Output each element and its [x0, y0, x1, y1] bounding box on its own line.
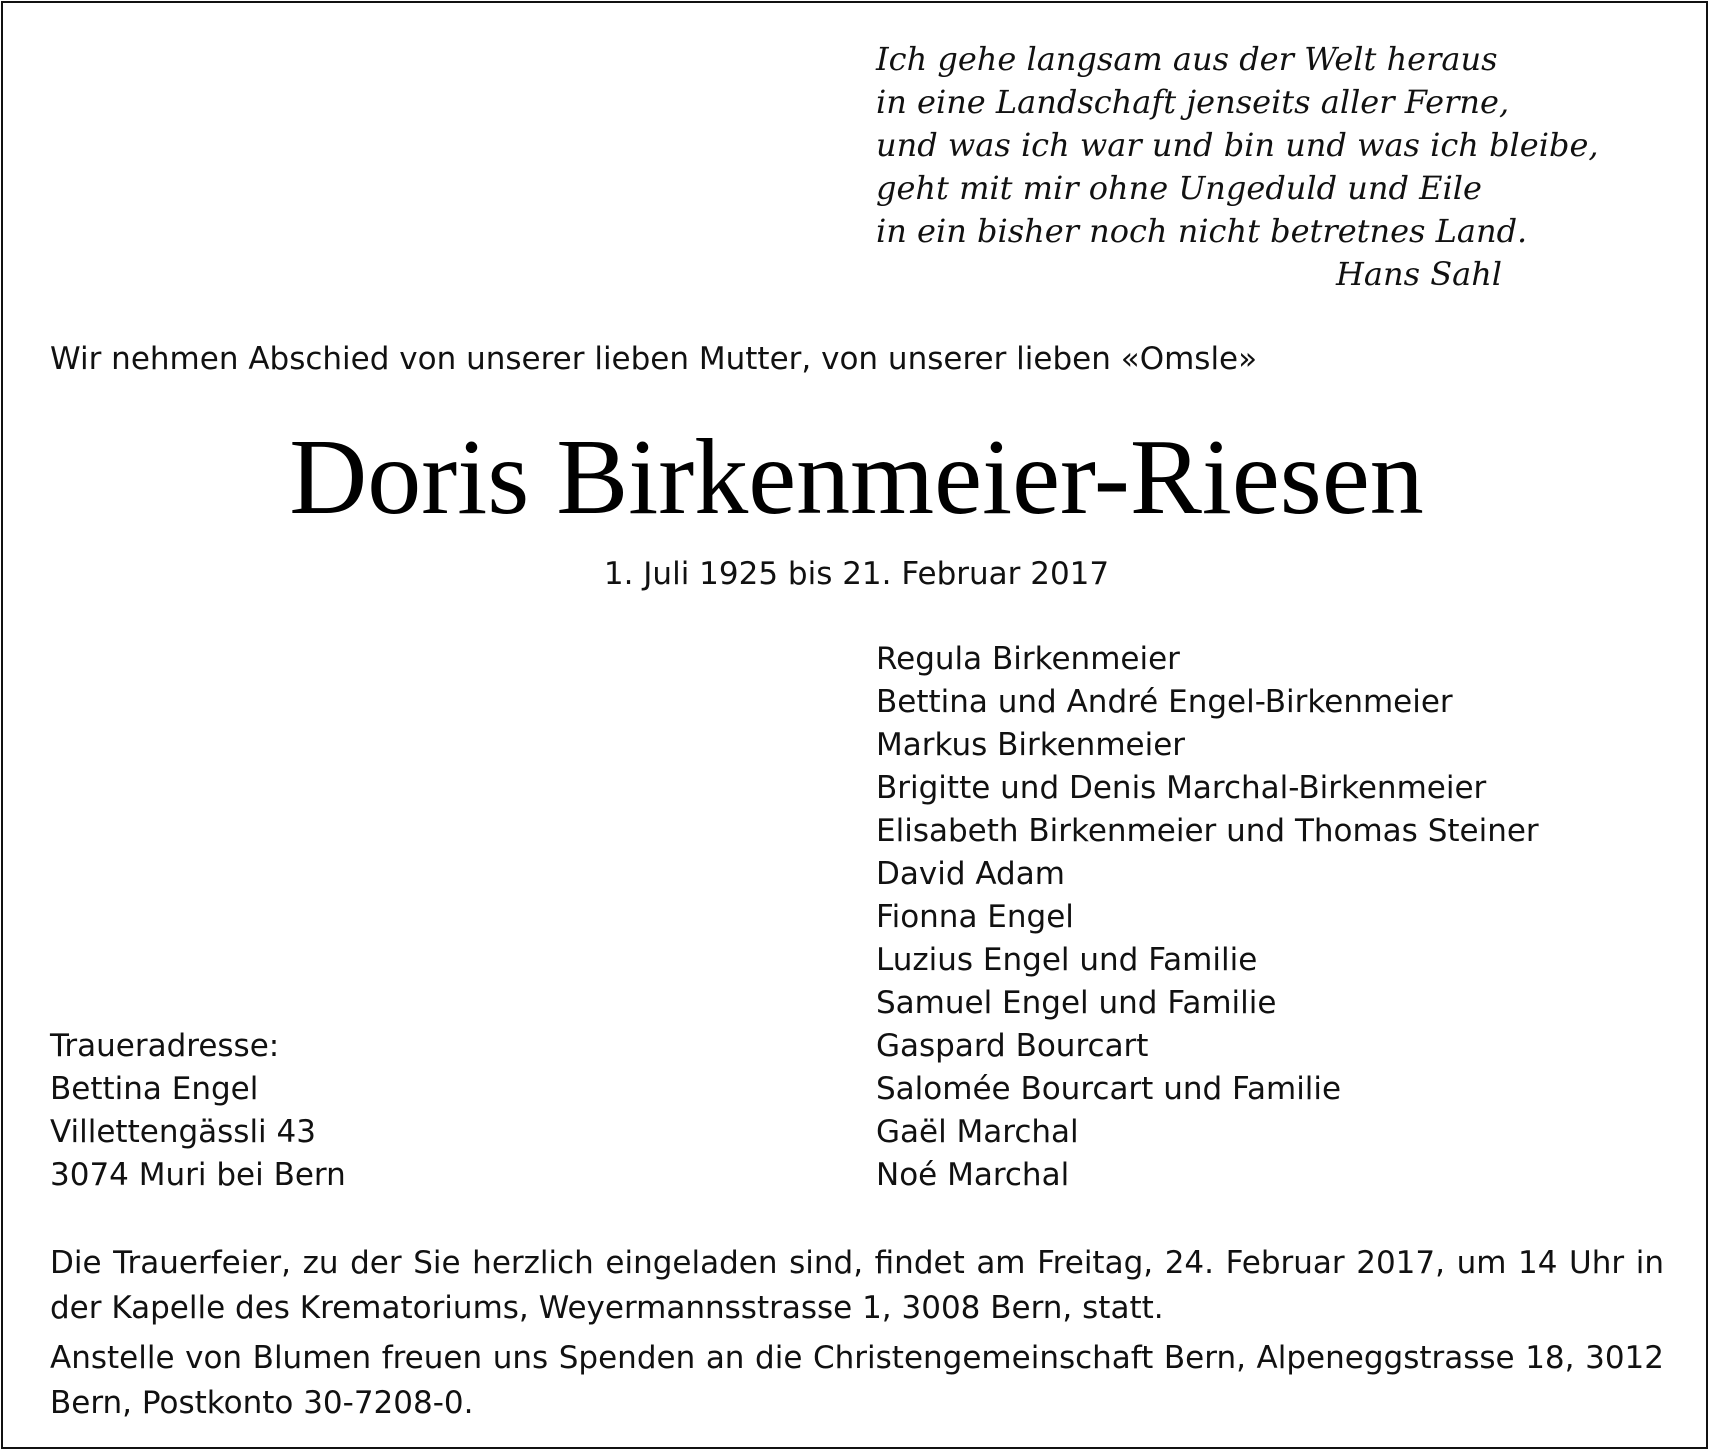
address-line: Villettengässli 43 [50, 1114, 316, 1150]
poem-line: in eine Landschaft jenseits aller Ferne, [876, 83, 1510, 121]
mourner: Brigitte und Denis Marchal-Birkenmeier [876, 770, 1487, 806]
mourning-address [50, 1025, 346, 1197]
mourner: David Adam [876, 856, 1065, 892]
address-line: Bettina Engel [50, 1071, 259, 1107]
ceremony-info: Die Trauerfeier, zu der Sie herzlich eingeladen sind, findet am Freitag, 24. Februar 2017, um 14 Uhr in der Kapelle des Krematoriums, Weyermannsstrasse 1, 3008 Bern, statt. [50, 1245, 1664, 1326]
farewell-intro: Wir nehmen Abschied von unserer lieben Mutter, von unserer lieben «Omsle» [50, 341, 1258, 377]
mourner: Luzius Engel und Familie [876, 942, 1258, 978]
poem-line: in ein bisher noch nicht betretnes Land. [876, 212, 1528, 250]
poem-line: Ich gehe langsam aus der Welt heraus [876, 40, 1498, 78]
mourner: Gaël Marchal [876, 1114, 1079, 1150]
mourner: Regula Birkenmeier [876, 641, 1180, 677]
poem-line: und was ich war und bin und was ich bleibe, [876, 126, 1599, 164]
mourner: Salomée Bourcart und Familie [876, 1071, 1342, 1107]
mourner: Gaspard Bourcart [876, 1028, 1149, 1064]
mourner: Markus Birkenmeier [876, 727, 1186, 763]
poem-line: geht mit mir ohne Ungeduld und Eile [876, 169, 1482, 207]
address-line: 3074 Muri bei Bern [50, 1157, 346, 1193]
poem [876, 38, 1599, 253]
mourner: Fionna Engel [876, 899, 1074, 935]
address-heading: Traueradresse: [50, 1028, 280, 1064]
donation-info: Anstelle von Blumen freuen uns Spenden an die Christengemeinschaft Bern, Alpeneggstrasse 18, 3012 Bern, Postkonto 30-7208-0. [50, 1340, 1664, 1421]
poem-author: Hans Sahl [1336, 255, 1503, 293]
mourner: Noé Marchal [876, 1157, 1070, 1193]
deceased-name: Doris Birkenmeier-Riesen [289, 418, 1424, 537]
life-dates: 1. Juli 1925 bis 21. Februar 2017 [603, 556, 1110, 592]
mourners-list [876, 638, 1539, 1197]
mourner: Samuel Engel und Familie [876, 985, 1277, 1021]
mourner: Bettina und André Engel-Birkenmeier [876, 684, 1453, 720]
mourner: Elisabeth Birkenmeier und Thomas Steiner [876, 813, 1539, 849]
